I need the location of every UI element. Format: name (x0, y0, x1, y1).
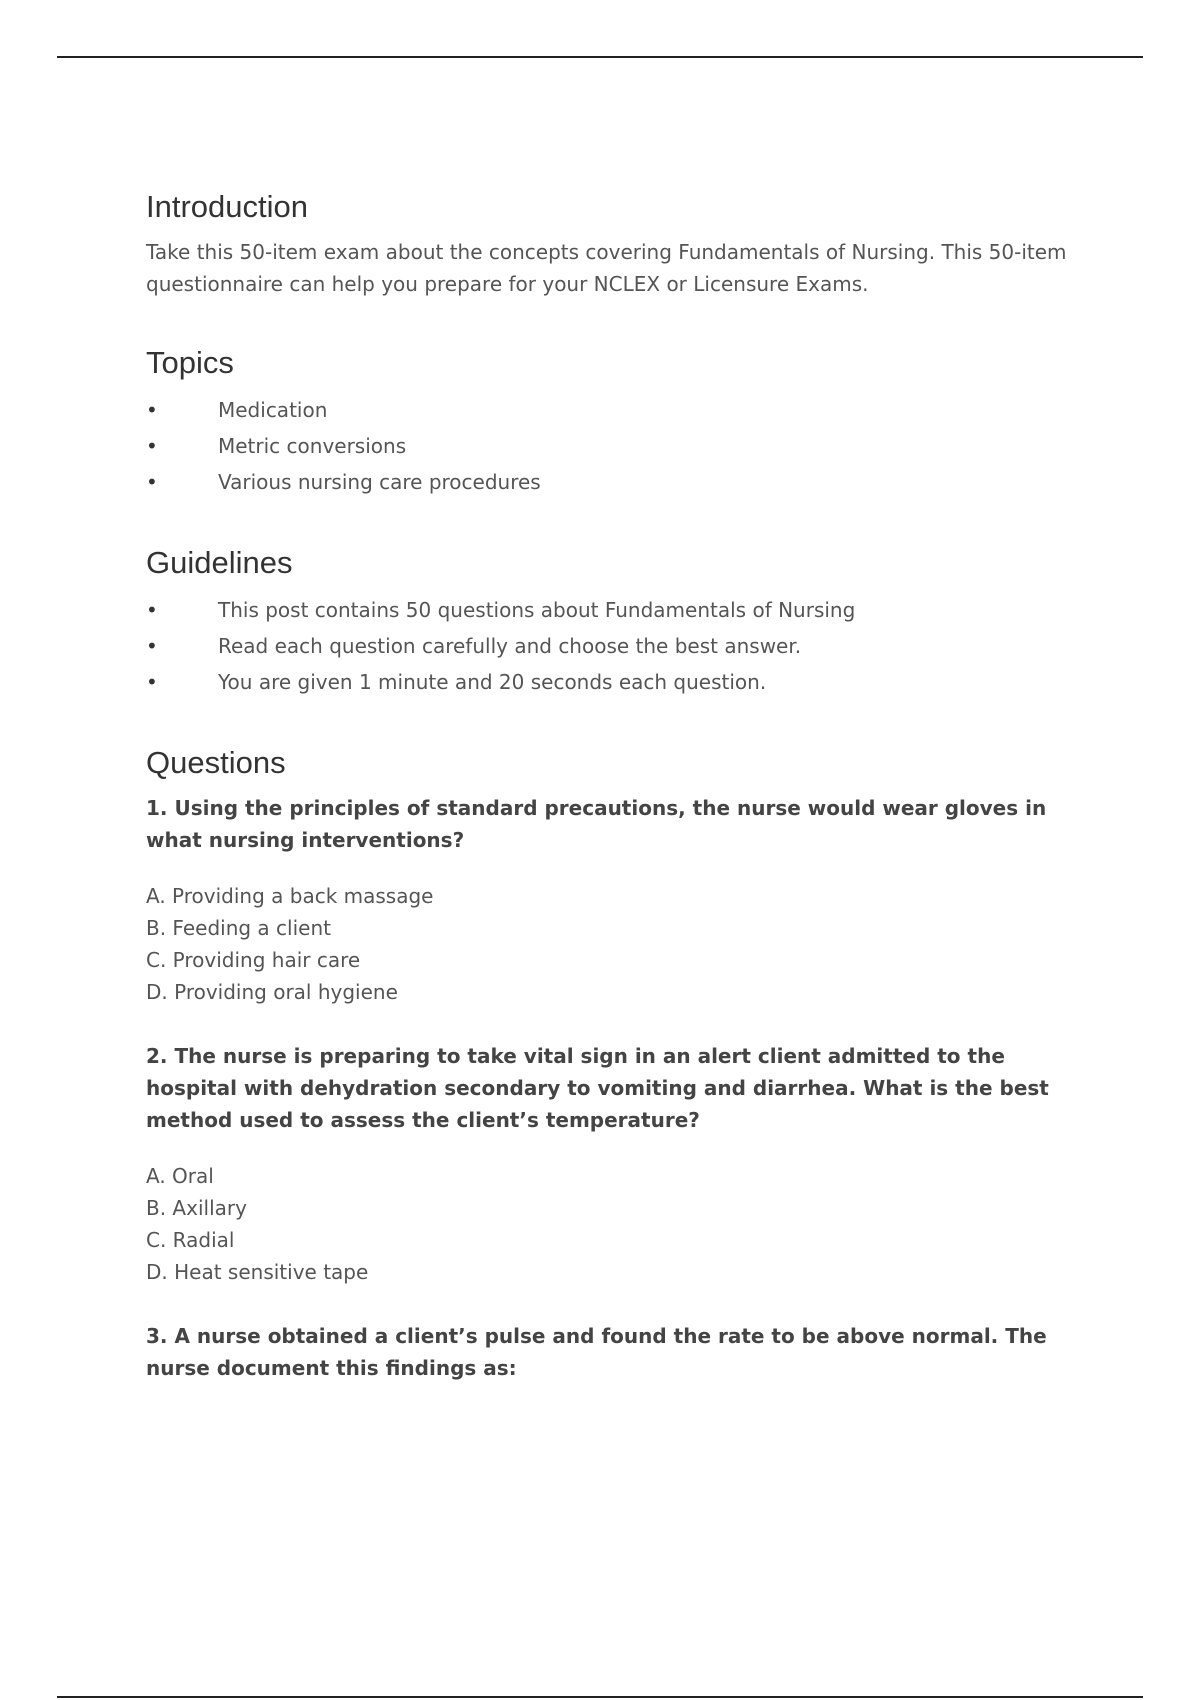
answer-option: A. Oral (146, 1164, 214, 1188)
answer-option: B. Axillary (146, 1196, 247, 1220)
list-item (146, 628, 1096, 664)
answer-option: A. Providing a back massage (146, 884, 434, 908)
introduction-heading: Introduction (146, 189, 308, 224)
guideline-label: Read each question carefully and choose the best answer. (218, 634, 802, 658)
question-1 (146, 792, 1096, 1008)
question-text: 1. Using the principles of standard precautions, the nurse would wear gloves in what nursing interventions? (146, 796, 1047, 852)
bottom-rule (57, 1696, 1143, 1698)
list-item (146, 428, 1096, 464)
introduction-text: Take this 50-item exam about the concepts covering Fundamentals of Nursing. This 50-item questionnaire can help you prepare for your NCLEX or Licensure Exams. (146, 240, 1067, 296)
guideline-label: This post contains 50 questions about Fundamentals of Nursing (218, 598, 856, 622)
list-item (146, 664, 1096, 700)
bullet-icon: • (146, 470, 158, 494)
topic-label: Metric conversions (218, 434, 407, 458)
topic-label: Various nursing care procedures (218, 470, 541, 494)
answer-option: C. Radial (146, 1228, 235, 1252)
guidelines-list (146, 592, 1096, 700)
bullet-icon: • (146, 598, 158, 622)
question-text: 3. A nurse obtained a client’s pulse and found the rate to be above normal. The nurse document this findings as: (146, 1324, 1047, 1380)
list-item (146, 592, 1096, 628)
document-content (146, 188, 1096, 1384)
answer-option: D. Providing oral hygiene (146, 980, 398, 1004)
question-text: 2. The nurse is preparing to take vital sign in an alert client admitted to the hospital with dehydration secondary to vomiting and diarrhea. What is the best method used to assess the client’s temperature? (146, 1044, 1049, 1132)
answer-options (146, 880, 1096, 1008)
answer-option: D. Heat sensitive tape (146, 1260, 369, 1284)
topics-heading: Topics (146, 345, 234, 380)
guidelines-heading: Guidelines (146, 545, 293, 580)
list-item (146, 392, 1096, 428)
bullet-icon: • (146, 398, 158, 422)
bullet-icon: • (146, 634, 158, 658)
list-item (146, 464, 1096, 500)
topics-list (146, 392, 1096, 500)
topic-label: Medication (218, 398, 328, 422)
questions-heading: Questions (146, 745, 286, 780)
answer-options (146, 1160, 1096, 1288)
guideline-label: You are given 1 minute and 20 seconds each question. (218, 670, 767, 694)
answer-option: C. Providing hair care (146, 948, 361, 972)
answer-option: B. Feeding a client (146, 916, 331, 940)
bullet-icon: • (146, 434, 158, 458)
top-rule (57, 56, 1143, 58)
question-2 (146, 1040, 1096, 1288)
bullet-icon: • (146, 670, 158, 694)
question-3 (146, 1320, 1096, 1384)
